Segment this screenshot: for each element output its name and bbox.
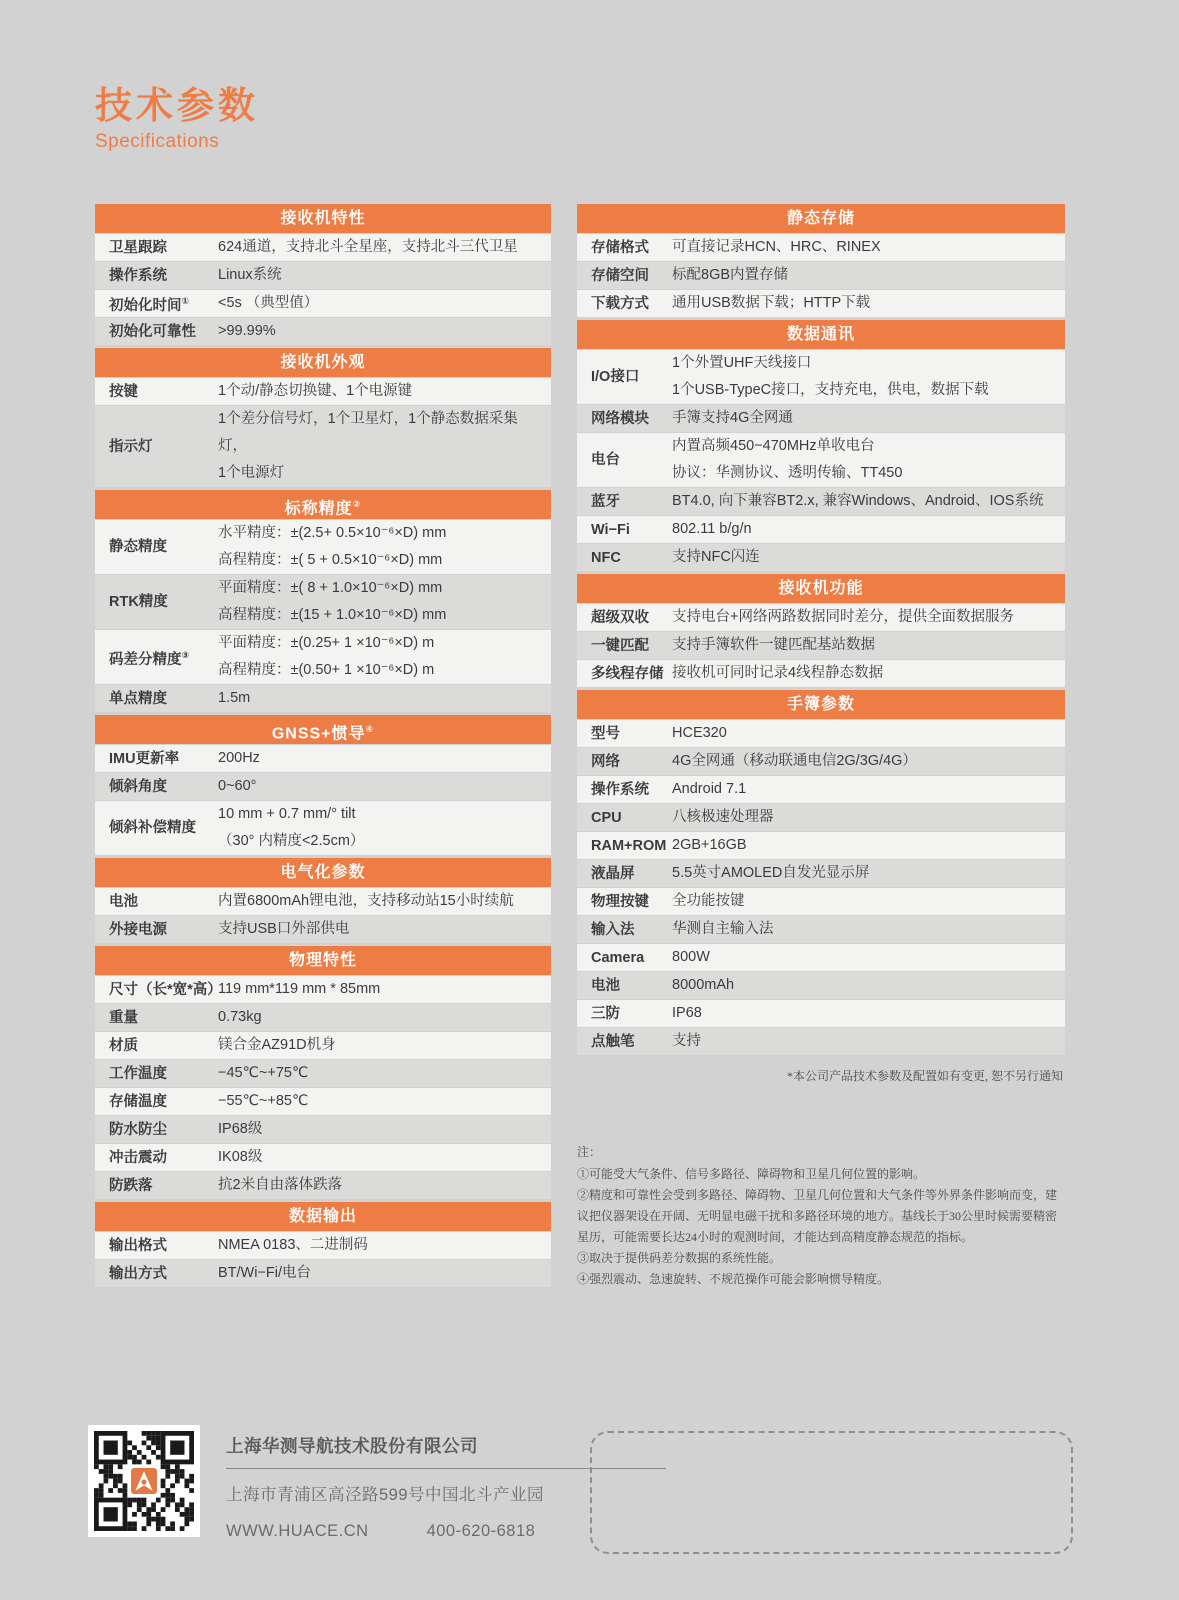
page-title: 技术参数: [95, 85, 259, 126]
spec-row: [95, 745, 551, 772]
spec-value: 可直接记录HCN、HRC、RINEX: [672, 239, 881, 255]
spec-label: 冲击震动: [109, 1149, 167, 1166]
spec-label: RTK精度: [109, 594, 168, 610]
spec-value: 624通道，支持北斗全星座，支持北斗三代卫星: [218, 239, 518, 255]
section-header: 接收机外观: [95, 348, 551, 377]
company-website: WWW.HUACE.CN: [226, 1522, 369, 1540]
spec-value: NMEA 0183、二进制码: [218, 1237, 368, 1253]
spec-value: BT4.0, 向下兼容BT2.x, 兼容Windows、Android、IOS系统: [672, 493, 1044, 509]
spec-value: 支持电台+网络两路数据同时差分，提供全面数据服务: [672, 609, 1014, 625]
spec-label: 一键匹配: [591, 637, 649, 654]
spec-row: [95, 1172, 551, 1199]
spec-value: 802.11 b/g/n: [672, 521, 752, 537]
spec-row: [577, 916, 1065, 943]
spec-value: Linux系统: [218, 267, 282, 283]
spec-label: 倾斜角度: [109, 778, 167, 795]
spec-value: >99.99%: [218, 323, 276, 339]
spec-label: 倾斜补偿精度: [109, 820, 196, 836]
spec-label: 指示灯: [109, 438, 153, 455]
spec-label: RAM+ROM: [591, 837, 667, 854]
company-address: 上海市青浦区高泾路599号中国北斗产业园: [226, 1486, 545, 1504]
spec-row: [577, 290, 1065, 317]
spec-label: 操作系统: [591, 781, 649, 798]
spec-value: 手簿支持4G全网通: [672, 410, 793, 426]
spec-value: 平面精度：±( 8 + 1.0×10⁻⁶×D) mm 高程精度：±(15 + 1.0×10⁻⁶×D) mm: [218, 580, 447, 623]
spec-label: 蓝牙: [591, 493, 620, 510]
spec-table: [95, 1202, 551, 1287]
spec-label: 型号: [591, 725, 620, 742]
company-phone: 400-620-6818: [426, 1522, 536, 1540]
spec-label: 输出格式: [109, 1237, 167, 1254]
spec-row: [95, 378, 551, 405]
spec-row: [577, 888, 1065, 915]
section-header: 手簿参数: [577, 690, 1065, 719]
right-column-tables: [577, 204, 1065, 1055]
spec-row: [95, 888, 551, 915]
section-header: 接收机功能: [577, 574, 1065, 603]
footnotes: [577, 1142, 1065, 1290]
spec-value: 通用USB数据下载；HTTP下载: [672, 295, 871, 311]
spec-value: 800W: [672, 949, 710, 965]
spec-table: [577, 574, 1065, 687]
spec-row: [577, 776, 1065, 803]
spec-label: IMU更新率: [109, 750, 180, 767]
spec-label: 材质: [109, 1037, 138, 1054]
footnotes-title: 注：: [577, 1145, 602, 1159]
spec-value: 接收机可同时记录4线程静态数据: [672, 665, 884, 681]
spec-row: [95, 262, 551, 289]
spec-value: IP68级: [218, 1121, 263, 1137]
spec-row: [95, 1260, 551, 1287]
spec-label: 电台: [591, 452, 620, 468]
spec-label: 存储空间: [591, 267, 649, 284]
spec-value: 0.73kg: [218, 1009, 262, 1025]
spec-row: [95, 1232, 551, 1259]
spec-label: 多线程存储: [591, 665, 664, 682]
spec-value: 镁合金AZ91D机身: [218, 1037, 336, 1053]
spec-row: [577, 632, 1065, 659]
spec-row: [577, 804, 1065, 831]
spec-row: [577, 660, 1065, 687]
spec-row: [577, 604, 1065, 631]
spec-row: [95, 1144, 551, 1171]
spec-label: 防跌落: [109, 1177, 153, 1194]
spec-label: 输出方式: [109, 1265, 167, 1282]
spec-row: [577, 1000, 1065, 1027]
change-disclaimer: *本公司产品技术参数及配置如有变更, 恕不另行通知: [786, 1069, 1063, 1083]
spec-value: 平面精度：±(0.25+ 1 ×10⁻⁶×D) m 高程精度：±(0.50+ 1 ×10⁻⁶×D) m: [218, 635, 435, 678]
spec-label: 存储温度: [109, 1093, 167, 1110]
spec-columns: [95, 204, 1065, 1290]
spec-row: [95, 916, 551, 943]
spec-table: [577, 320, 1065, 571]
spec-row: [95, 801, 551, 855]
spec-table: [577, 690, 1065, 1055]
spec-label: 网络模块: [591, 410, 649, 427]
company-name: 上海华测导航技术股份有限公司: [226, 1436, 478, 1456]
spec-value: 支持NFC闪连: [672, 549, 760, 565]
spec-value: 1.5m: [218, 690, 251, 706]
spec-value: 全功能按键: [672, 893, 745, 909]
spec-label: 静态精度: [109, 539, 167, 555]
spec-label: Wi−Fi: [591, 521, 630, 538]
spec-row: [577, 516, 1065, 543]
spec-value: 支持手簿软件一键匹配基站数据: [672, 637, 875, 653]
spec-label: 三防: [591, 1005, 620, 1022]
section-header: 静态存储: [577, 204, 1065, 233]
spec-label: 重量: [109, 1009, 138, 1026]
spec-row: [95, 290, 551, 317]
spec-label: 单点精度: [109, 690, 167, 707]
section-header: 数据输出: [95, 1202, 551, 1231]
spec-value: 200Hz: [218, 750, 260, 766]
spec-table: [95, 348, 551, 487]
spec-value: 内置高频450−470MHz单收电台 协议：华测协议、透明传输、TT450: [672, 438, 903, 481]
spec-row: [95, 773, 551, 800]
footer: [88, 1425, 666, 1541]
spec-value: −45℃~+75℃: [218, 1065, 309, 1081]
spec-value: 119 mm*119 mm * 85mm: [218, 981, 381, 997]
spec-label: I/O接口: [591, 369, 640, 385]
spec-table: [95, 204, 551, 345]
spec-label: 液晶屏: [591, 865, 635, 882]
spec-row: [95, 406, 551, 487]
spec-row: [577, 720, 1065, 747]
footnote-item: ④强烈震动、急速旋转、不规范操作可能会影响惯导精度。: [577, 1272, 890, 1286]
spec-row: [95, 520, 551, 574]
qr-code: [88, 1425, 200, 1537]
section-header: 标称精度②: [95, 490, 551, 519]
spec-row: [577, 972, 1065, 999]
right-column: [577, 204, 1065, 1290]
spec-label: 存储格式: [591, 239, 649, 256]
spec-table: [95, 858, 551, 943]
spec-row: [577, 262, 1065, 289]
spec-row: [577, 350, 1065, 404]
spec-row: [95, 630, 551, 684]
spec-row: [95, 1004, 551, 1031]
spec-label: NFC: [591, 549, 621, 566]
title-block: [95, 86, 259, 153]
spec-value: 水平精度：±(2.5+ 0.5×10⁻⁶×D) mm 高程精度：±( 5 + 0.5×10⁻⁶×D) mm: [218, 525, 447, 568]
spec-row: [577, 544, 1065, 571]
spec-label: 外接电源: [109, 921, 167, 938]
left-column: [95, 204, 551, 1290]
spec-value: 1个外置UHF天线接口 1个USB-TypeC接口，支持充电，供电，数据下载: [672, 355, 989, 398]
spec-value: IP68: [672, 1005, 702, 1021]
section-header: GNSS+惯导④: [95, 715, 551, 744]
spec-label: 码差分精度③: [109, 649, 190, 668]
spec-row: [577, 433, 1065, 487]
spec-row: [577, 1028, 1065, 1055]
spec-value: HCE320: [672, 725, 727, 741]
spec-table: [95, 946, 551, 1199]
spec-label: 点触笔: [591, 1033, 635, 1050]
spec-value: 0~60°: [218, 778, 257, 794]
spec-label: 初始化可靠性: [109, 323, 196, 340]
spec-label: 电池: [109, 893, 138, 910]
spec-value: 2GB+16GB: [672, 837, 747, 853]
spec-label: 操作系统: [109, 267, 167, 284]
spec-label: 工作温度: [109, 1065, 167, 1082]
spec-value: 内置6800mAh锂电池，支持移动站15小时续航: [218, 893, 514, 909]
spec-row: [577, 405, 1065, 432]
spec-value: −55℃~+85℃: [218, 1093, 309, 1109]
spec-label: Camera: [591, 949, 645, 966]
spec-table: [95, 715, 551, 855]
spec-row: [95, 575, 551, 629]
spec-value: 1个动/静态切换键、1个电源键: [218, 383, 413, 399]
section-header: 物理特性: [95, 946, 551, 975]
spec-label: 超级双收: [591, 609, 649, 626]
spec-row: [95, 1088, 551, 1115]
spec-row: [577, 234, 1065, 261]
spec-label: 物理按键: [591, 893, 649, 910]
spec-label: 初始化时间①: [109, 296, 190, 314]
spec-value: 抗2米自由落体跌落: [218, 1177, 343, 1193]
spec-value: <5s （典型值）: [218, 295, 319, 311]
spec-value: 10 mm + 0.7 mm/° tilt （30° 内精度<2.5cm）: [218, 806, 365, 849]
spec-table: [95, 490, 551, 712]
spec-value: 华测自主输入法: [672, 921, 774, 937]
section-header: 接收机特性: [95, 204, 551, 233]
footnote-item: ①可能受大气条件、信号多路径、障碍物和卫星几何位置的影响。: [577, 1167, 926, 1181]
spec-value: 标配8GB内置存储: [672, 267, 789, 283]
spec-label: 按键: [109, 383, 138, 400]
section-header: 数据通讯: [577, 320, 1065, 349]
spec-value: IK08级: [218, 1149, 263, 1165]
spec-label: 输入法: [591, 921, 635, 938]
spec-value: 1个差分信号灯，1个卫星灯，1个静态数据采集灯， 1个电源灯: [218, 411, 518, 481]
spec-label: 网络: [591, 753, 620, 770]
spec-row: [95, 1032, 551, 1059]
spec-row: [95, 685, 551, 712]
spec-value: 支持USB口外部供电: [218, 921, 350, 937]
page-subtitle: Specifications: [95, 130, 220, 152]
footnote-item: ③取决于提供码差分数据的系统性能。: [577, 1251, 782, 1265]
spec-row: [95, 1116, 551, 1143]
spec-row: [95, 976, 551, 1003]
spec-row: [577, 944, 1065, 971]
spec-value: 支持: [672, 1033, 701, 1049]
spec-label: 尺寸（长*宽*高）: [109, 981, 222, 998]
spec-value: 4G全网通（移动联通电信2G/3G/4G）: [672, 753, 917, 769]
spec-row: [577, 860, 1065, 887]
footnote-item: ②精度和可靠性会受到多路径、障碍物、卫星几何位置和大气条件等外界条件影响而变，建议把仪器架设在开阔、无明显电磁干扰和多路径环境的地方。基线长于30公里时候需要精密星历，可能需要长达24小时的观测时间，才能达到高精度静态规范的指标。: [577, 1188, 1058, 1244]
spec-value: 8000mAh: [672, 977, 735, 993]
section-header: 电气化参数: [95, 858, 551, 887]
spec-label: CPU: [591, 809, 622, 826]
spec-label: 下载方式: [591, 295, 649, 312]
spec-table: [577, 204, 1065, 317]
spec-label: 电池: [591, 977, 620, 994]
spec-row: [577, 748, 1065, 775]
spec-value: 八核极速处理器: [672, 809, 774, 825]
spec-value: BT/Wi−Fi/电台: [218, 1265, 312, 1281]
spec-label: 卫星跟踪: [109, 239, 167, 256]
dealer-stamp-box: [590, 1431, 1073, 1554]
huace-logo-icon: [129, 1466, 159, 1496]
spec-label: 防水防尘: [109, 1121, 167, 1138]
spec-row: [95, 318, 551, 345]
spec-value: 5.5英寸AMOLED自发光显示屏: [672, 865, 870, 881]
spec-value: Android 7.1: [672, 781, 747, 797]
spec-row: [95, 234, 551, 261]
spec-row: [577, 488, 1065, 515]
spec-row: [577, 832, 1065, 859]
spec-row: [95, 1060, 551, 1087]
